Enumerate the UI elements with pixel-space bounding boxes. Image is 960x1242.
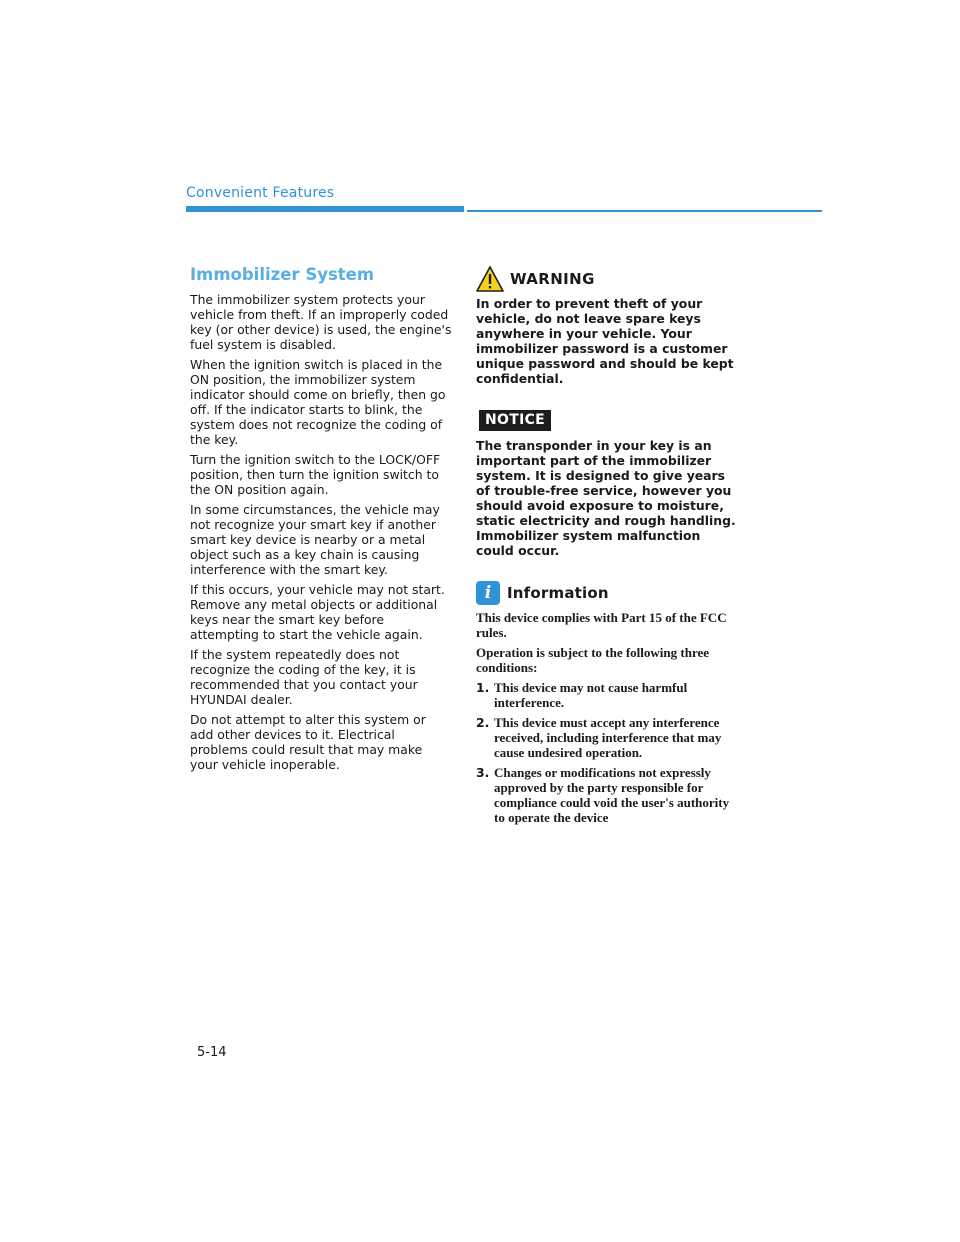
info-icon: i xyxy=(476,581,500,605)
list-item-number: 3. xyxy=(476,765,490,780)
body-paragraph: If this occurs, your vehicle may not start. Remove any metal objects or additional keys near the smart key before attempting to start the vehicle again. xyxy=(190,582,445,642)
body-paragraph: Do not attempt to alter this system or add other devices to it. Electrical problems could result that may make your vehicle inoperable. xyxy=(190,712,426,772)
list-item-text: This device may not cause harmful interference. xyxy=(494,680,688,710)
conditions-list xyxy=(476,680,738,825)
list-item xyxy=(476,680,738,710)
information-paragraph: Operation is subject to the following three conditions: xyxy=(476,645,710,675)
list-item-text: This device must accept any interference received, including interference that may cause undesired operation. xyxy=(494,715,722,760)
section-header-title: Convenient Features xyxy=(186,185,335,201)
notice-badge: NOTICE xyxy=(479,410,551,431)
warning-triangle-icon xyxy=(476,266,504,292)
page-number: 5-14 xyxy=(197,1045,227,1060)
body-paragraph: The immobilizer system protects your vehicle from theft. If an improperly coded key (or other device) is used, the engine's fuel system is disabled. xyxy=(190,292,452,352)
section-title: Immobilizer System xyxy=(190,265,375,284)
right-column xyxy=(476,266,738,830)
notice-text: The transponder in your key is an important part of the immobilizer system. It is designed to give years of trouble-free service, however you should avoid exposure to moisture, static electricity and rough handling. Immobilizer system malfunction could occur. xyxy=(476,438,736,558)
list-item xyxy=(476,765,738,825)
body-paragraph: In some circumstances, the vehicle may not recognize your smart key if another smart key device is nearby or a metal object such as a key chain is causing interference with the smart key. xyxy=(190,502,440,577)
information-paragraph: This device complies with Part 15 of the FCC rules. xyxy=(476,610,727,640)
body-paragraph: If the system repeatedly does not recognize the coding of the key, it is recommended that you contact your HYUNDAI dealer. xyxy=(190,647,418,707)
body-paragraph: When the ignition switch is placed in the ON position, the immobilizer system indicator should come on briefly, then go off. If the indicator starts to blink, the system does not recognize the coding of the key. xyxy=(190,357,446,447)
list-item-number: 2. xyxy=(476,715,490,730)
list-item-text: Changes or modifications not expressly approved by the party responsible for compliance could void the user's authority to operate the device xyxy=(494,765,730,825)
body-paragraph: Turn the ignition switch to the LOCK/OFF position, then turn the ignition switch to the ON position again. xyxy=(190,452,441,497)
left-column xyxy=(190,264,452,777)
warning-label: WARNING xyxy=(510,270,595,288)
information-label: Information xyxy=(507,584,609,602)
list-item-number: 1. xyxy=(476,680,490,695)
information-header xyxy=(476,580,738,606)
warning-header xyxy=(476,266,738,292)
header-rule-thin xyxy=(467,210,822,212)
warning-text: In order to prevent theft of your vehicle, do not leave spare keys anywhere in your vehicle. Your immobilizer password is a customer unique password and should be kept confidential. xyxy=(476,296,734,386)
header-rule-thick xyxy=(186,206,464,212)
list-item xyxy=(476,715,738,760)
